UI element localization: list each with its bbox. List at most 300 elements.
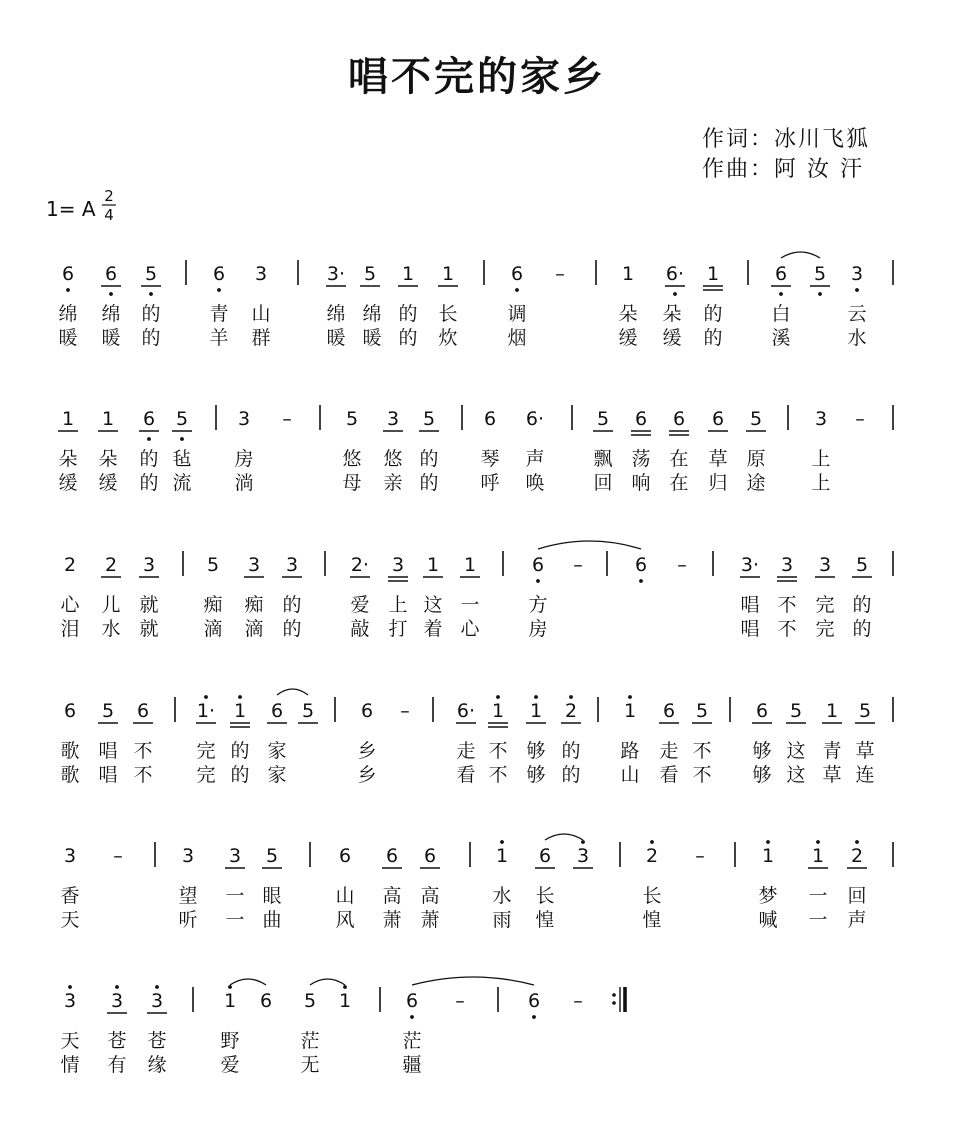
note: 3 <box>110 990 124 1012</box>
lyric-verse-1: 原 <box>746 448 766 470</box>
note: 3 <box>181 845 195 867</box>
note: 1 <box>811 845 825 867</box>
note: 3 <box>391 554 405 576</box>
tie <box>412 977 534 985</box>
lyric-verse-2: 响 <box>631 472 651 494</box>
lyric-verse-1: 的 <box>139 448 159 470</box>
lyric-verse-2: 就 <box>139 618 159 640</box>
lyric-verse-1: 悠 <box>383 448 403 470</box>
lyric-verse-2: 喊 <box>758 909 778 931</box>
lyric-verse-2: 暖 <box>101 327 121 349</box>
note: 1 <box>825 700 839 722</box>
lyric-verse-2: 母 <box>342 472 362 494</box>
lyric-verse-1: 路 <box>620 740 640 762</box>
lyric-verse-1: 的 <box>282 594 302 616</box>
lyric-verse-2: 的 <box>703 327 723 349</box>
lyric-verse-1: 草 <box>855 740 875 762</box>
lyric-verse-2: 缘 <box>147 1054 167 1076</box>
time-signature-top: 2 <box>104 187 114 205</box>
lyric-verse-2: 着 <box>423 618 443 640</box>
score-systems <box>58 252 893 1076</box>
note: 1 <box>61 408 75 430</box>
note: 6 <box>270 700 284 722</box>
lyric-verse-2: 泪 <box>60 618 80 640</box>
octave-dot-high <box>343 985 347 989</box>
lyric-verse-2: 淌 <box>234 472 254 494</box>
octave-dot-low <box>217 288 221 292</box>
lyric-verse-1: 山 <box>335 885 355 907</box>
lyric-verse-1: 声 <box>525 448 545 470</box>
lyric-verse-1: 歌 <box>60 740 80 762</box>
lyric-verse-1: 望 <box>178 885 198 907</box>
note: 6 <box>259 990 273 1012</box>
note: 6 <box>61 263 75 285</box>
lyric-verse-1: 调 <box>507 303 527 325</box>
note: – <box>695 845 705 867</box>
note: – <box>555 263 565 285</box>
lyric-verse-1: 高 <box>382 885 402 907</box>
note: 6 <box>136 700 150 722</box>
lyric-verse-1: 绵 <box>326 303 346 325</box>
lyric-verse-1: 悠 <box>342 448 362 470</box>
lyric-verse-2: 的 <box>282 618 302 640</box>
note: 2 <box>104 554 118 576</box>
lyric-verse-2: 无 <box>300 1054 320 1076</box>
lyric-verse-2: 唱 <box>740 618 760 640</box>
note: 1 <box>761 845 775 867</box>
lyric-verse-2: 爱 <box>220 1054 240 1076</box>
note: 1 <box>706 263 720 285</box>
lyric-verse-1: 儿 <box>101 594 121 616</box>
lyric-verse-2: 风 <box>335 909 355 931</box>
octave-dot-high <box>68 985 72 989</box>
note: 1 <box>426 554 440 576</box>
octave-dot-high <box>569 695 573 699</box>
note: 6 <box>212 263 226 285</box>
lyric-verse-2: 有 <box>107 1054 127 1076</box>
lyric-verse-2: 听 <box>178 909 198 931</box>
note: 6 <box>711 408 725 430</box>
repeat-dot <box>612 993 616 997</box>
lyric-verse-1: 眼 <box>262 885 282 907</box>
lyric-verse-1: 高 <box>420 885 440 907</box>
note: 3· <box>740 554 760 576</box>
lyric-verse-2: 山 <box>620 764 640 786</box>
lyric-verse-1: 山 <box>251 303 271 325</box>
note: 1 <box>623 700 637 722</box>
lyric-verse-2: 够 <box>752 764 772 786</box>
note: 1 <box>233 700 247 722</box>
note: 1 <box>463 554 477 576</box>
octave-dot-low <box>149 292 153 296</box>
note: 6 <box>634 554 648 576</box>
system-2 <box>58 405 893 494</box>
lyric-verse-1: 的 <box>561 740 581 762</box>
lyric-verse-1: 飘 <box>593 448 613 470</box>
lyric-verse-1: 的 <box>141 303 161 325</box>
octave-dot-high <box>650 840 654 844</box>
note: 5 <box>363 263 377 285</box>
lyric-verse-1: 的 <box>419 448 439 470</box>
lyric-verse-1: 回 <box>847 885 867 907</box>
note: 1 <box>441 263 455 285</box>
lyric-verse-1: 走 <box>456 740 476 762</box>
lyric-verse-1: 青 <box>822 740 842 762</box>
note: 5 <box>695 700 709 722</box>
lyric-verse-1: 在 <box>669 448 689 470</box>
lyric-verse-1: 家 <box>267 740 287 762</box>
lyric-verse-2: 的 <box>561 764 581 786</box>
lyric-verse-2: 的 <box>419 472 439 494</box>
octave-dot-low <box>532 1015 536 1019</box>
lyric-verse-1: 不 <box>692 740 712 762</box>
lyric-verse-2: 心 <box>460 618 480 640</box>
note: 3 <box>228 845 242 867</box>
note: 1 <box>401 263 415 285</box>
system-1 <box>58 252 893 349</box>
system-6 <box>60 977 625 1076</box>
note: 1· <box>196 700 216 722</box>
lyric-verse-2: 流 <box>172 472 192 494</box>
lyric-verse-2: 声 <box>847 909 867 931</box>
repeat-dot <box>612 1001 616 1005</box>
song-title: 唱不完的家乡 <box>348 54 606 100</box>
tie <box>230 979 266 985</box>
note: 6 <box>755 700 769 722</box>
lyric-verse-1: 不 <box>133 740 153 762</box>
lyric-verse-1: 长 <box>438 303 458 325</box>
system-5 <box>60 834 893 931</box>
lyric-verse-2: 连 <box>855 764 875 786</box>
note: 2 <box>63 554 77 576</box>
note: 3 <box>818 554 832 576</box>
note: 2 <box>564 700 578 722</box>
lyric-verse-1: 梦 <box>758 885 778 907</box>
lyric-verse-1: 的 <box>852 594 872 616</box>
note: 5 <box>749 408 763 430</box>
lyric-verse-1: 不 <box>777 594 797 616</box>
note: 3 <box>814 408 828 430</box>
octave-dot-low <box>147 437 151 441</box>
lyric-verse-2: 回 <box>593 472 613 494</box>
lyric-verse-1: 走 <box>659 740 679 762</box>
lyricist-credit: 作词：冰川飞狐 <box>702 127 871 152</box>
lyric-verse-1: 毡 <box>172 448 192 470</box>
note: 5 <box>206 554 220 576</box>
octave-dot-high <box>115 985 119 989</box>
lyric-verse-2: 群 <box>251 327 271 349</box>
lyric-verse-2: 敲 <box>350 618 370 640</box>
note: 6 <box>662 700 676 722</box>
lyric-verse-2: 缓 <box>618 327 638 349</box>
octave-dot-low <box>109 292 113 296</box>
note: 5 <box>858 700 872 722</box>
lyric-verse-2: 房 <box>528 618 548 640</box>
note: 6 <box>510 263 524 285</box>
note: – <box>113 845 123 867</box>
lyric-verse-2: 疆 <box>402 1054 422 1076</box>
lyric-verse-2: 不 <box>133 764 153 786</box>
note: 1 <box>621 263 635 285</box>
lyric-verse-1: 茫 <box>300 1030 320 1052</box>
note: 5 <box>101 700 115 722</box>
lyric-verse-1: 水 <box>492 885 512 907</box>
lyric-verse-2: 草 <box>822 764 842 786</box>
lyric-verse-1: 这 <box>786 740 806 762</box>
lyric-verse-1: 痴 <box>203 594 223 616</box>
lyric-verse-2: 看 <box>659 764 679 786</box>
lyric-verse-1: 长 <box>535 885 555 907</box>
lyric-verse-1: 一 <box>225 885 245 907</box>
lyric-verse-2: 唱 <box>98 764 118 786</box>
lyric-verse-1: 云 <box>847 303 867 325</box>
lyric-verse-2: 溪 <box>771 327 791 349</box>
lyric-verse-2: 缓 <box>662 327 682 349</box>
lyric-verse-2: 打 <box>388 618 408 640</box>
lyric-verse-1: 绵 <box>362 303 382 325</box>
lyric-verse-2: 歌 <box>60 764 80 786</box>
note: 5 <box>345 408 359 430</box>
octave-dot-high <box>534 695 538 699</box>
system-4 <box>60 689 893 786</box>
lyric-verse-2: 一 <box>225 909 245 931</box>
time-signature-bottom: 4 <box>104 206 114 224</box>
note: – <box>677 554 687 576</box>
lyric-verse-1: 的 <box>398 303 418 325</box>
note: 5 <box>596 408 610 430</box>
octave-dot-low <box>639 579 643 583</box>
note: 5 <box>789 700 803 722</box>
octave-dot-low <box>673 292 677 296</box>
note: – <box>400 700 410 722</box>
lyric-verse-2: 在 <box>669 472 689 494</box>
note: 5 <box>265 845 279 867</box>
octave-dot-low <box>818 292 822 296</box>
lyric-verse-1: 朵 <box>662 303 682 325</box>
lyric-verse-1: 一 <box>808 885 828 907</box>
lyric-verse-2: 亲 <box>383 472 403 494</box>
note: 1 <box>223 990 237 1012</box>
lyric-verse-2: 暖 <box>362 327 382 349</box>
note: – <box>855 408 865 430</box>
lyric-verse-1: 的 <box>230 740 250 762</box>
lyric-verse-1: 荡 <box>631 448 651 470</box>
note: 6 <box>483 408 497 430</box>
note: 6· <box>665 263 685 285</box>
lyric-verse-2: 不 <box>777 618 797 640</box>
octave-dot-low <box>536 579 540 583</box>
lyric-verse-2: 缓 <box>58 472 78 494</box>
key-signature: 1= A <box>46 197 96 221</box>
lyric-verse-2: 情 <box>60 1054 80 1076</box>
note: – <box>455 990 465 1012</box>
lyric-verse-2: 缓 <box>98 472 118 494</box>
octave-dot-high <box>816 840 820 844</box>
lyric-verse-2: 烟 <box>507 327 527 349</box>
lyric-verse-1: 琴 <box>480 448 500 470</box>
lyric-verse-1: 心 <box>60 594 80 616</box>
note: 6 <box>360 700 374 722</box>
note: 2 <box>850 845 864 867</box>
lyric-verse-2: 萧 <box>382 909 402 931</box>
note: 6 <box>531 554 545 576</box>
note: 6· <box>525 408 545 430</box>
octave-dot-high <box>496 695 500 699</box>
lyric-verse-2: 够 <box>526 764 546 786</box>
lyric-verse-2: 炊 <box>438 327 458 349</box>
lyric-verse-2: 呼 <box>480 472 500 494</box>
lyric-verse-2: 惶 <box>642 909 662 931</box>
note: 2 <box>645 845 659 867</box>
note: 5 <box>855 554 869 576</box>
lyric-verse-1: 完 <box>196 740 216 762</box>
lyric-verse-2: 的 <box>230 764 250 786</box>
note: 3 <box>576 845 590 867</box>
lyric-verse-1: 够 <box>752 740 772 762</box>
lyric-verse-2: 滴 <box>203 618 223 640</box>
note: 3 <box>254 263 268 285</box>
note: 1 <box>491 700 505 722</box>
note: 3 <box>63 990 77 1012</box>
note: 3 <box>150 990 164 1012</box>
octave-dot-low <box>66 288 70 292</box>
note: 6 <box>142 408 156 430</box>
note: 5 <box>301 700 315 722</box>
lyric-verse-1: 房 <box>234 448 254 470</box>
note: 6 <box>538 845 552 867</box>
lyric-verse-1: 一 <box>460 594 480 616</box>
octave-dot-low <box>180 437 184 441</box>
note: 6· <box>456 700 476 722</box>
lyric-verse-1: 苍 <box>147 1030 167 1052</box>
octave-dot-high <box>766 840 770 844</box>
lyric-verse-2: 乡 <box>357 764 377 786</box>
lyric-verse-2: 雨 <box>492 909 512 931</box>
lyric-verse-1: 绵 <box>58 303 78 325</box>
lyric-verse-2: 的 <box>141 327 161 349</box>
lyric-verse-1: 朵 <box>618 303 638 325</box>
note: 6 <box>63 700 77 722</box>
note: 3 <box>142 554 156 576</box>
note: 5 <box>422 408 436 430</box>
octave-dot-high <box>500 840 504 844</box>
lyric-verse-1: 朵 <box>58 448 78 470</box>
lyric-verse-2: 不 <box>488 764 508 786</box>
octave-dot-high <box>855 840 859 844</box>
note: 1 <box>529 700 543 722</box>
lyric-verse-1: 完 <box>815 594 835 616</box>
lyric-verse-1: 这 <box>423 594 443 616</box>
note: 3 <box>63 845 77 867</box>
lyric-verse-2: 家 <box>267 764 287 786</box>
lyric-verse-1: 绵 <box>101 303 121 325</box>
lyric-verse-1: 长 <box>642 885 662 907</box>
lyric-verse-2: 的 <box>139 472 159 494</box>
lyric-verse-2: 水 <box>101 618 121 640</box>
octave-dot-high <box>228 985 232 989</box>
tie <box>277 689 308 695</box>
lyric-verse-2: 唤 <box>525 472 545 494</box>
lyric-verse-2: 羊 <box>209 327 229 349</box>
octave-dot-high <box>581 840 585 844</box>
octave-dot-high <box>238 695 242 699</box>
tie <box>781 252 820 258</box>
note: – <box>573 990 583 1012</box>
tie <box>538 541 641 549</box>
octave-dot-low <box>410 1015 414 1019</box>
tie <box>310 979 345 985</box>
lyric-verse-2: 萧 <box>420 909 440 931</box>
note: 3 <box>780 554 794 576</box>
note: 3· <box>326 263 346 285</box>
lyric-verse-1: 乡 <box>357 740 377 762</box>
lyric-verse-1: 苍 <box>107 1030 127 1052</box>
note: – <box>573 554 583 576</box>
lyric-verse-1: 够 <box>526 740 546 762</box>
note: 3 <box>237 408 251 430</box>
octave-dot-low <box>779 292 783 296</box>
note: 6 <box>672 408 686 430</box>
note: 6 <box>634 408 648 430</box>
lyric-verse-1: 方 <box>528 594 548 616</box>
note: 1 <box>101 408 115 430</box>
note: 3 <box>285 554 299 576</box>
lyric-verse-2: 天 <box>60 909 80 931</box>
lyric-verse-2: 的 <box>852 618 872 640</box>
lyric-verse-2: 不 <box>692 764 712 786</box>
note: 5 <box>303 990 317 1012</box>
lyric-verse-2: 惶 <box>535 909 555 931</box>
lyric-verse-1: 青 <box>209 303 229 325</box>
note: 5 <box>144 263 158 285</box>
lyric-verse-2: 看 <box>456 764 476 786</box>
lyric-verse-1: 野 <box>220 1030 240 1052</box>
lyric-verse-1: 上 <box>388 594 408 616</box>
octave-dot-high <box>628 695 632 699</box>
lyric-verse-2: 滴 <box>244 618 264 640</box>
tie <box>545 834 583 840</box>
note: – <box>282 408 292 430</box>
note: 1 <box>495 845 509 867</box>
lyric-verse-1: 痴 <box>244 594 264 616</box>
note: 1 <box>338 990 352 1012</box>
lyric-verse-2: 水 <box>847 327 867 349</box>
note: 6 <box>338 845 352 867</box>
lyric-verse-2: 这 <box>786 764 806 786</box>
composer-credit: 作曲：阿 汝 汗 <box>702 157 864 182</box>
octave-dot-low <box>515 288 519 292</box>
lyric-verse-2: 暖 <box>326 327 346 349</box>
octave-dot-high <box>204 695 208 699</box>
lyric-verse-1: 白 <box>771 303 791 325</box>
note: 6 <box>405 990 419 1012</box>
lyric-verse-2: 的 <box>398 327 418 349</box>
lyric-verse-1: 上 <box>811 448 831 470</box>
note: 6 <box>423 845 437 867</box>
note: 6 <box>527 990 541 1012</box>
lyric-verse-1: 爱 <box>350 594 370 616</box>
lyric-verse-1: 就 <box>139 594 159 616</box>
note: 6 <box>774 263 788 285</box>
lyric-verse-1: 草 <box>708 448 728 470</box>
octave-dot-low <box>855 288 859 292</box>
lyric-verse-2: 完 <box>815 618 835 640</box>
note: 6 <box>104 263 118 285</box>
note: 2· <box>350 554 370 576</box>
lyric-verse-1: 唱 <box>98 740 118 762</box>
lyric-verse-1: 香 <box>60 885 80 907</box>
lyric-verse-2: 一 <box>808 909 828 931</box>
